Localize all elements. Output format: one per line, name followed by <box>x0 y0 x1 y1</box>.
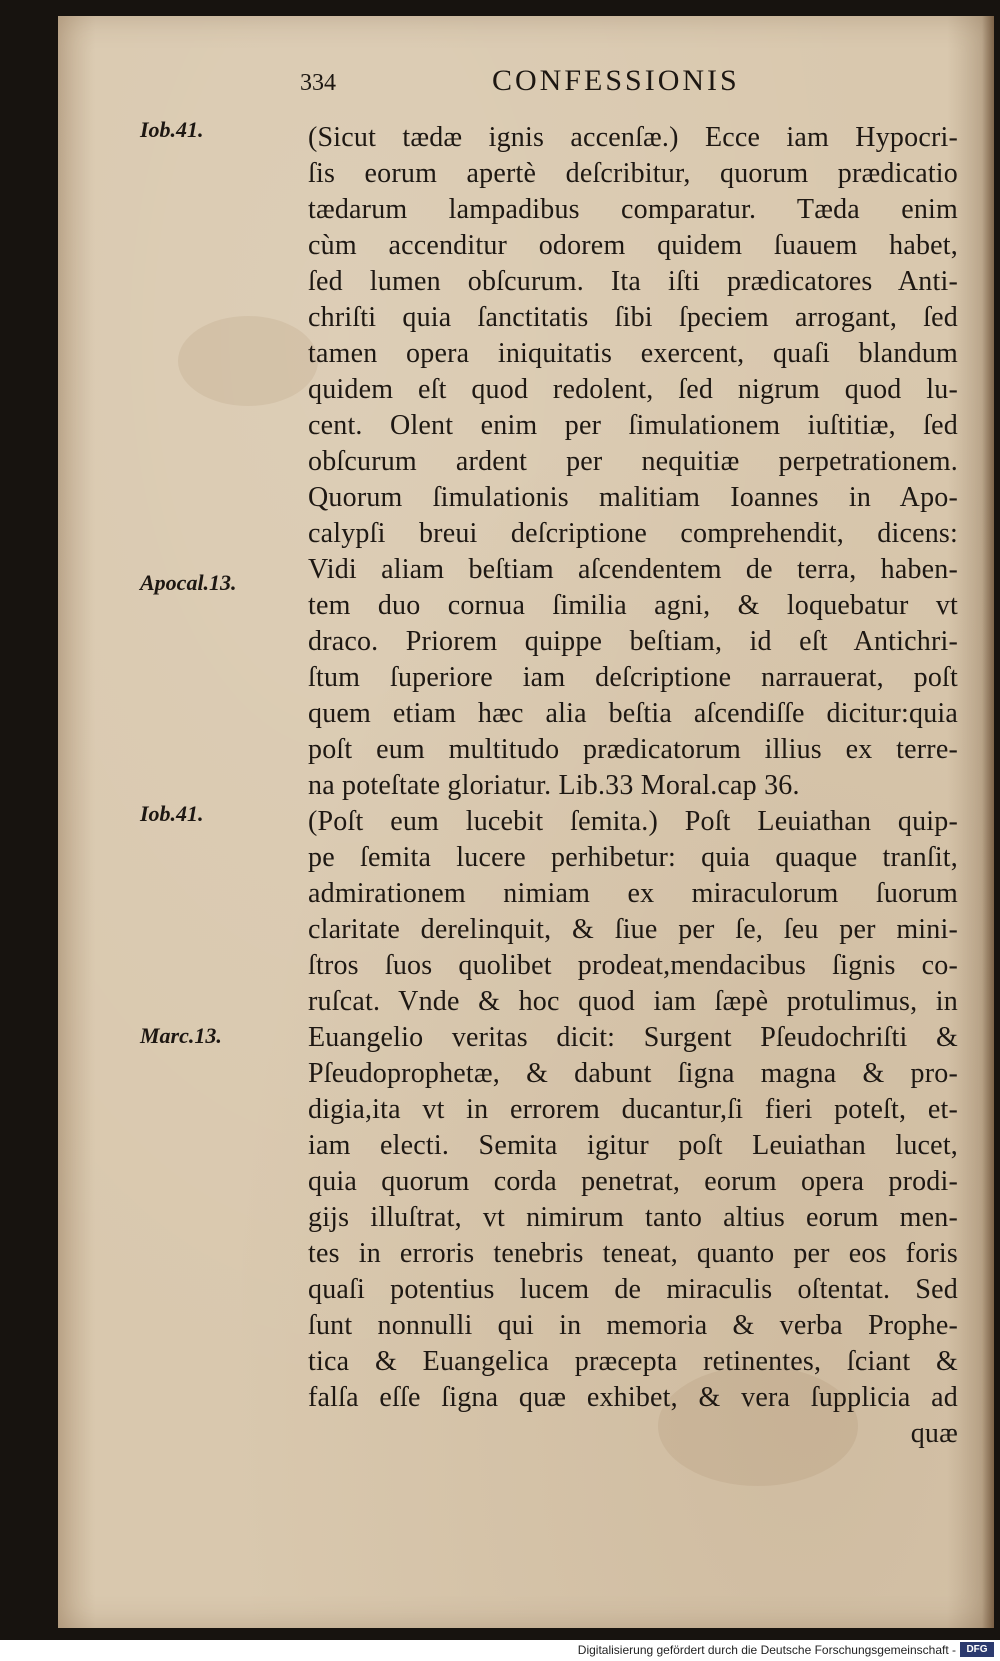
text-line: tica & Euangelica præcepta retinentes, ſciant & <box>308 1346 958 1377</box>
text-line: (Sicut tædæ ignis accenſæ.) Ecce iam Hypocri- <box>308 122 958 153</box>
text-line: quidem eſt quod redolent, ſed nigrum quod lu- <box>308 374 958 405</box>
text-line: tem duo cornua ſimilia agni, & loquebatur vt <box>308 590 958 621</box>
text-line: Pſeudoprophetæ, & dabunt ſigna magna & pro- <box>308 1058 958 1089</box>
text-line: ſtum ſuperiore iam deſcriptione narrauerat, poſt <box>308 662 958 693</box>
text-line: quaſi potentius lucem de miraculis oſtentat. Sed <box>308 1274 958 1305</box>
text-line: quia quorum corda penetrat, eorum opera prodi- <box>308 1166 958 1197</box>
text-line: ſunt nonnulli qui in memoria & verba Prophe- <box>308 1310 958 1341</box>
text-line: cùm accenditur odorem quidem ſuauem habet, <box>308 230 958 261</box>
paper-stain <box>178 316 318 406</box>
text-line: ſis eorum apertè deſcribitur, quorum prædicatio <box>308 158 958 189</box>
page-edge-shadow <box>982 16 994 1628</box>
text-line: gijs illuſtrat, vt nimirum tanto altius eorum men- <box>308 1202 958 1233</box>
text-line: obſcurum ardent per nequitiæ perpetrationem. <box>308 446 958 477</box>
text-line: tes in erroris tenebris teneat, quanto per eos foris <box>308 1238 958 1269</box>
text-line: tamen opera iniquitatis exercent, quaſi blandum <box>308 338 958 369</box>
catchword: quæ <box>910 1418 958 1449</box>
dfg-logo: DFG <box>960 1642 994 1657</box>
text-line: ruſcat. Vnde & hoc quod iam ſæpè protulimus, in <box>308 986 958 1017</box>
text-line: iam electi. Semita igitur poſt Leuiathan lucet, <box>308 1130 958 1161</box>
text-line: ſed lumen obſcurum. Ita iſti prædicatores Anti- <box>308 266 958 297</box>
text-line: na poteſtate gloriatur. Lib.33 Moral.cap 36. <box>308 770 800 801</box>
footer-credit-text: Digitalisierung gefördert durch die Deutsche Forschungsgemeinschaft - <box>577 1643 956 1657</box>
text-line: (Poſt eum lucebit ſemita.) Poſt Leuiathan quip- <box>308 806 958 837</box>
text-line: admirationem nimiam ex miraculorum ſuorum <box>308 878 958 909</box>
text-line: cent. Olent enim per ſimulationem iuſtitiæ, ſed <box>308 410 958 441</box>
text-line: quem etiam hæc alia beſtia aſcendiſſe dicitur:quia <box>308 698 958 729</box>
text-line: chriſti quia ſanctitatis ſibi ſpeciem arrogant, ſed <box>308 302 958 333</box>
text-line: poſt eum multitudo prædicatorum illius ex terre- <box>308 734 958 765</box>
main-text-block <box>308 120 958 1452</box>
text-line: ſtros ſuos quolibet prodeat,mendacibus ſignis co- <box>308 950 958 981</box>
text-line: Euangelio veritas dicit: Surgent Pſeudochriſti & <box>308 1022 958 1053</box>
text-line: digia,ita vt in errorem ducantur,ſi fieri poteſt, et- <box>308 1094 958 1125</box>
running-head: CONFESSIONIS <box>492 64 740 97</box>
text-line: pe ſemita lucere perhibetur: quia quaque tranſit, <box>308 842 958 873</box>
text-line: calypſi breui deſcriptione comprehendit, dicens: <box>308 518 958 549</box>
margin-note-marc: Marc.13. <box>140 1023 222 1048</box>
margin-note-apocal: Apocal.13. <box>140 570 237 595</box>
text-line: claritate derelinquit, & ſiue per ſe, ſeu per mini- <box>308 914 958 945</box>
margin-note-iob: Iob.41. <box>140 117 204 142</box>
page-number: 334 <box>300 70 336 96</box>
text-line: Vidi aliam beſtiam aſcendentem de terra, haben- <box>308 554 958 585</box>
text-line: falſa eſſe ſigna quæ exhibet, & vera ſupplicia ad <box>308 1382 958 1413</box>
text-line: draco. Priorem quippe beſtiam, id eſt Antichri- <box>308 626 958 657</box>
text-line: Quorum ſimulationis malitiam Ioannes in Apo- <box>308 482 958 513</box>
digitization-footer <box>0 1640 1000 1661</box>
margin-note-iob-2: Iob.41. <box>140 801 204 826</box>
text-line: tædarum lampadibus comparatur. Tæda enim <box>308 194 958 225</box>
page-header <box>300 64 820 110</box>
